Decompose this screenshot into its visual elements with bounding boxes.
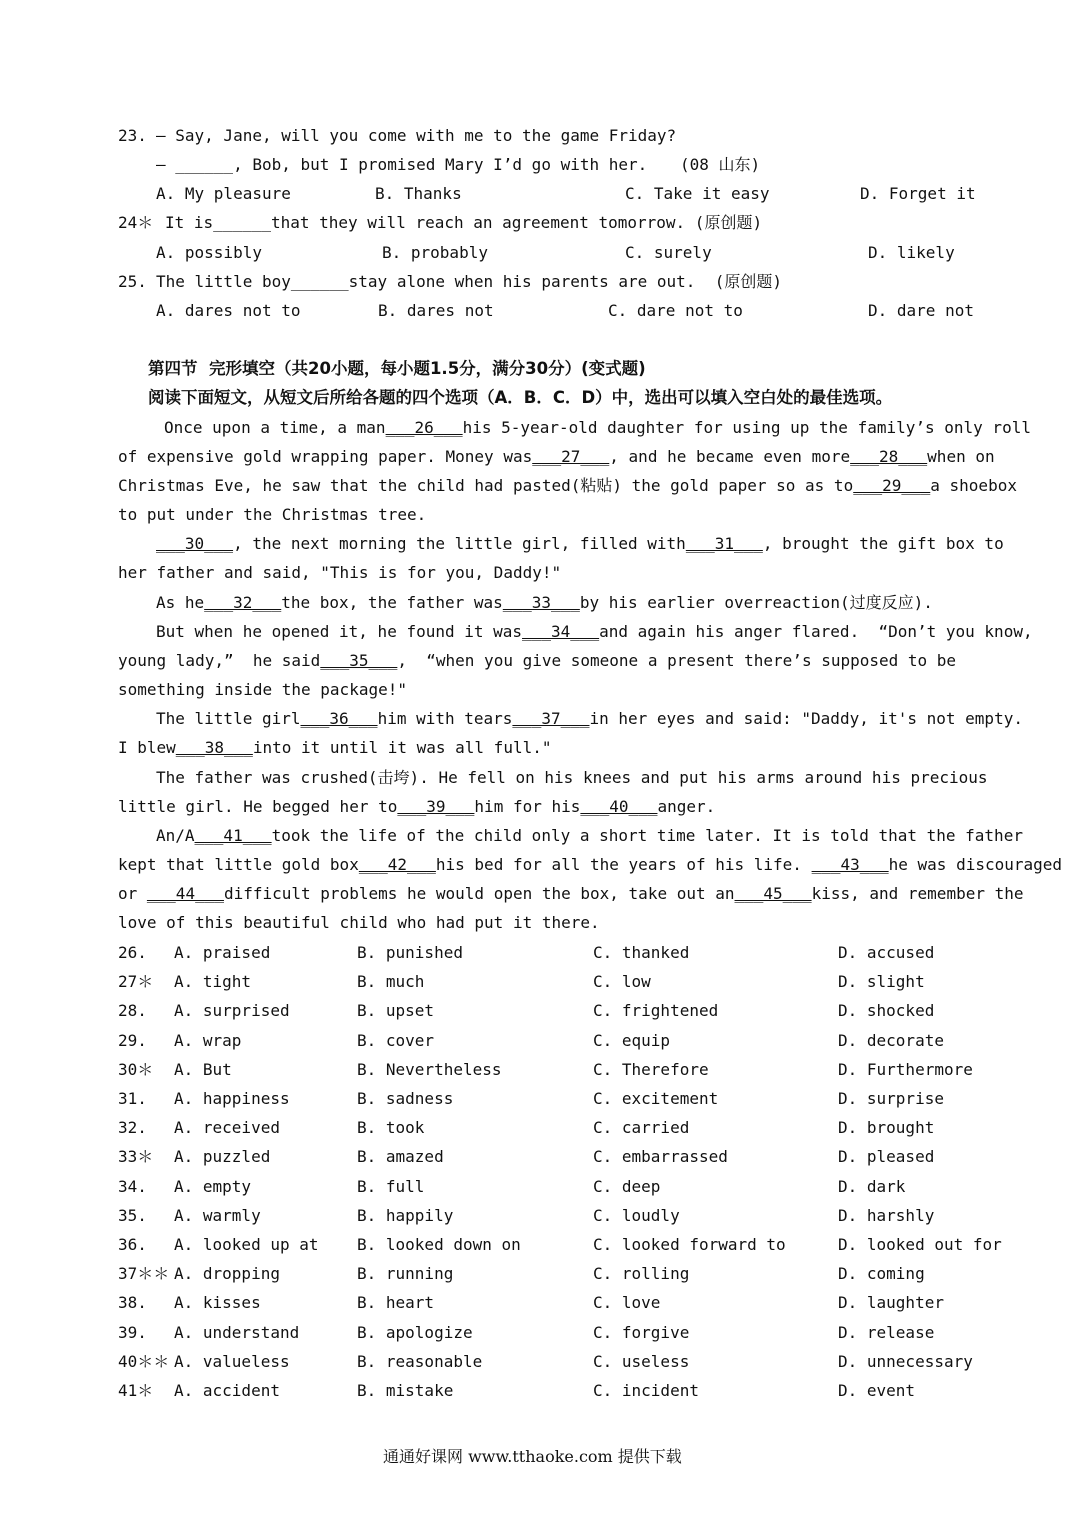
passage-text: , “when you give someone a present there’s supposed to be: [397, 651, 957, 670]
passage-text: took the life of the child only a short time later. It is told that the father: [271, 826, 1023, 845]
section-instruction-text: 阅读下面短文，从短文后所给各题的四个选项（A．B．C．D）中，选出可以填入空白处的最佳选项。: [148, 388, 893, 407]
option-d: D. coming: [838, 1264, 925, 1283]
option-c: C. frightened: [593, 1001, 719, 1020]
passage-text: young lady,” he said: [118, 651, 321, 670]
question-number: 36.: [118, 1235, 147, 1254]
option-row: [0, 1084, 1087, 1113]
option-c: C. useless: [593, 1352, 690, 1371]
question-number: 27＊: [118, 972, 154, 991]
option-row: [0, 967, 1087, 996]
blank-35: ___35___: [320, 651, 398, 670]
passage-text: the box, the father was: [281, 593, 503, 612]
passage-text: , and he became even more: [609, 447, 851, 466]
option-c: C. love: [593, 1293, 661, 1312]
option-b: B. happily: [357, 1206, 454, 1225]
option-row: [0, 1376, 1087, 1405]
blank-29: ___29___: [853, 476, 931, 495]
passage-text: into it until it was all full.": [252, 738, 552, 757]
option-d: D. brought: [838, 1118, 935, 1137]
option-row: [0, 1172, 1087, 1201]
option-b: B. amazed: [357, 1147, 444, 1166]
option-a: A. surprised: [174, 1001, 290, 1020]
question-number: 32.: [118, 1118, 147, 1137]
option-d: D. surprise: [838, 1089, 944, 1108]
option-b: B. sadness: [357, 1089, 454, 1108]
question-number: 34.: [118, 1177, 147, 1196]
option-c: C. low: [593, 972, 651, 991]
question-text: — Say, Jane, will you come with me to the game Friday?: [156, 126, 677, 145]
question-number: 30＊: [118, 1060, 154, 1079]
passage-line: [0, 763, 1087, 792]
passage-text: The father was crushed(击垮). He fell on his knees and put his arms around his precious: [156, 768, 988, 787]
passage-text: he was discouraged: [888, 855, 1063, 874]
option-c: C. embarrassed: [593, 1147, 728, 1166]
option-b: B. took: [357, 1118, 425, 1137]
option-row: [0, 1142, 1087, 1171]
option-b: B. punished: [357, 943, 463, 962]
option-d: D. dare not: [868, 301, 974, 320]
question-number: 38.: [118, 1293, 147, 1312]
passage-text: anger.: [657, 797, 716, 816]
passage-text: , the next morning the little girl, filled with: [233, 534, 686, 553]
question-number: 39.: [118, 1323, 147, 1342]
question-text: The little boy______stay alone when his parents are out. (原创题): [156, 272, 782, 291]
option-c: C. Therefore: [593, 1060, 709, 1079]
option-a: A. warmly: [174, 1206, 261, 1225]
section-title-text: 第四节 完形填空（共20小题，每小题1.5分，满分30分）(变式题): [148, 359, 646, 378]
option-a: A. possibly: [156, 243, 262, 262]
passage-text: his 5-year-old daughter for using up the family’s only roll: [462, 418, 1031, 437]
passage-line: [0, 471, 1087, 500]
option-a: A. received: [174, 1118, 280, 1137]
passage-line: [0, 413, 1087, 442]
option-b: B. much: [357, 972, 425, 991]
passage-line: [0, 588, 1087, 617]
option-d: D. shocked: [838, 1001, 935, 1020]
blank-39: ___39___: [397, 797, 475, 816]
passage-text: a shoebox: [930, 476, 1017, 495]
blank-33: ___33___: [502, 593, 580, 612]
passage-line: [0, 792, 1087, 821]
question-23-options: [0, 179, 1087, 208]
passage-line: [0, 646, 1087, 675]
question-number: 33＊: [118, 1147, 154, 1166]
option-a: A. understand: [174, 1323, 300, 1342]
option-a: A. tight: [174, 972, 252, 991]
option-c: C. carried: [593, 1118, 690, 1137]
option-c: C. rolling: [593, 1264, 690, 1283]
passage-line: [0, 704, 1087, 733]
option-c: C. forgive: [593, 1323, 690, 1342]
passage-text: by his earlier overreaction(过度反应).: [579, 593, 933, 612]
option-row: [0, 1230, 1087, 1259]
option-row: [0, 1259, 1087, 1288]
option-c: C. dare not to: [608, 301, 743, 320]
option-b: B. heart: [357, 1293, 435, 1312]
option-b: B. looked down on: [357, 1235, 521, 1254]
passage-text: As he: [156, 593, 205, 612]
option-c: C. equip: [593, 1031, 671, 1050]
blank-43: ___43___: [811, 855, 889, 874]
option-d: D. decorate: [838, 1031, 944, 1050]
passage-text: or: [118, 884, 138, 903]
question-25-prompt: [0, 267, 1087, 296]
option-c: C. thanked: [593, 943, 690, 962]
option-b: B. mistake: [357, 1381, 454, 1400]
option-c: C. surely: [625, 243, 712, 262]
passage-line: [0, 500, 1087, 529]
passage-text: Once upon a time, a man: [164, 418, 386, 437]
question-24-options: [0, 238, 1087, 267]
option-c: C. loudly: [593, 1206, 680, 1225]
option-a: A. looked up at: [174, 1235, 319, 1254]
section-instruction: [0, 383, 1087, 412]
question-source: (08 山东): [680, 155, 761, 174]
passage-text: him for his: [474, 797, 581, 816]
section-title: [0, 354, 1087, 383]
passage-text: and again his anger flared. “Don’t you know,: [599, 622, 1033, 641]
blank-38: ___38___: [175, 738, 253, 757]
option-b: B. reasonable: [357, 1352, 483, 1371]
option-b: B. probably: [382, 243, 488, 262]
option-d: D. dark: [838, 1177, 906, 1196]
option-d: D. laughter: [838, 1293, 944, 1312]
question-number: 37＊＊: [118, 1264, 170, 1283]
passage-text: him with tears: [377, 709, 513, 728]
option-d: D. unnecessary: [838, 1352, 973, 1371]
option-a: A. puzzled: [174, 1147, 271, 1166]
passage-text: The little girl: [156, 709, 301, 728]
passage-line: [0, 850, 1087, 879]
passage-line: [0, 821, 1087, 850]
question-number: 31.: [118, 1089, 147, 1108]
passage-text: in her eyes and said: "Daddy, it's not empty.: [589, 709, 1023, 728]
blank-27: ___27___: [532, 447, 610, 466]
passage-text: I blew: [118, 738, 176, 757]
blank-28: ___28___: [850, 447, 928, 466]
question-number: 24＊: [118, 213, 154, 232]
question-24-prompt: [0, 208, 1087, 237]
option-b: B. full: [357, 1177, 425, 1196]
option-b: B. Thanks: [375, 184, 462, 203]
option-d: D. release: [838, 1323, 935, 1342]
option-d: D. looked out for: [838, 1235, 1002, 1254]
option-a: A. accident: [174, 1381, 280, 1400]
question-number: 25.: [118, 272, 147, 291]
option-b: B. upset: [357, 1001, 435, 1020]
option-d: D. Forget it: [860, 184, 976, 203]
passage-text: something inside the package!": [118, 680, 407, 699]
option-row: [0, 1113, 1087, 1142]
passage-text: An/A: [156, 826, 195, 845]
option-a: A. dares not to: [156, 301, 301, 320]
passage-line: [0, 675, 1087, 704]
question-number: 28.: [118, 1001, 147, 1020]
option-a: A. empty: [174, 1177, 252, 1196]
passage-text: kiss, and remember the: [811, 884, 1024, 903]
question-number: 40＊＊: [118, 1352, 170, 1371]
option-row: [0, 1318, 1087, 1347]
passage-text: love of this beautiful child who had put it there.: [118, 913, 600, 932]
blank-42: ___42___: [358, 855, 436, 874]
option-row: [0, 1055, 1087, 1084]
blank-31: ___31___: [685, 534, 763, 553]
blank-40: ___40___: [580, 797, 658, 816]
option-b: B. running: [357, 1264, 454, 1283]
passage-text: his bed for all the years of his life.: [435, 855, 802, 874]
option-c: C. excitement: [593, 1089, 719, 1108]
question-23-reply: [0, 150, 1087, 179]
option-b: B. apologize: [357, 1323, 473, 1342]
option-d: D. accused: [838, 943, 935, 962]
passage-text: But when he opened it, he found it was: [156, 622, 523, 641]
passage-text: to put under the Christmas tree.: [118, 505, 427, 524]
blank-37: ___37___: [512, 709, 590, 728]
option-row: [0, 1201, 1087, 1230]
blank-45: ___45___: [734, 884, 812, 903]
option-d: D. Furthermore: [838, 1060, 973, 1079]
passage-line: [0, 879, 1087, 908]
question-number: 29.: [118, 1031, 147, 1050]
option-d: D. likely: [868, 243, 955, 262]
blank-34: ___34___: [522, 622, 600, 641]
page-footer: [0, 1442, 1087, 1471]
passage-line: [0, 442, 1087, 471]
option-c: C. incident: [593, 1381, 699, 1400]
option-c: C. deep: [593, 1177, 661, 1196]
passage-line: [0, 617, 1087, 646]
option-row: [0, 996, 1087, 1025]
footer-text: 通通好课网 www.tthaoke.com 提供下载: [383, 1447, 682, 1466]
passage-text: difficult problems he would open the box, take out an: [223, 884, 735, 903]
option-d: D. event: [838, 1381, 916, 1400]
passage-text: kept that little gold box: [118, 855, 359, 874]
option-c: C. Take it easy: [625, 184, 770, 203]
blank-36: ___36___: [300, 709, 378, 728]
passage-line: [0, 733, 1087, 762]
blank-44: ___44___: [146, 884, 224, 903]
question-text: It is______that they will reach an agreement tomorrow. (原创题): [165, 213, 763, 232]
passage-text: , brought the gift box to: [762, 534, 1004, 553]
option-a: A. happiness: [174, 1089, 290, 1108]
option-d: D. pleased: [838, 1147, 935, 1166]
question-text: — ______, Bob, but I promised Mary I’d go with her.: [156, 155, 648, 174]
option-a: A. valueless: [174, 1352, 290, 1371]
question-23-prompt: [0, 121, 1087, 150]
passage-text: of expensive gold wrapping paper. Money was: [118, 447, 533, 466]
question-25-options: [0, 296, 1087, 325]
question-number: 26.: [118, 943, 147, 962]
option-c: C. looked forward to: [593, 1235, 786, 1254]
blank-32: ___32___: [204, 593, 282, 612]
blank-30: ___30___: [156, 534, 234, 553]
option-b: B. dares not: [378, 301, 494, 320]
option-a: A. kisses: [174, 1293, 261, 1312]
option-d: D. harshly: [838, 1206, 935, 1225]
question-number: 23.: [118, 126, 147, 145]
option-a: A. praised: [174, 943, 271, 962]
passage-text: when on: [927, 447, 995, 466]
option-a: A. dropping: [174, 1264, 280, 1283]
passage-line: [0, 529, 1087, 558]
option-b: B. Nevertheless: [357, 1060, 502, 1079]
passage-text: her father and said, "This is for you, Daddy!": [118, 563, 562, 582]
option-b: B. cover: [357, 1031, 435, 1050]
option-d: D. slight: [838, 972, 925, 991]
question-number: 35.: [118, 1206, 147, 1225]
blank-26: ___26___: [385, 418, 463, 437]
option-a: A. My pleasure: [156, 184, 291, 203]
passage-line: [0, 908, 1087, 937]
blank-41: ___41___: [194, 826, 272, 845]
passage-text: little girl. He begged her to: [118, 797, 398, 816]
question-number: 41＊: [118, 1381, 154, 1400]
option-a: A. But: [174, 1060, 232, 1079]
option-row: [0, 1026, 1087, 1055]
option-a: A. wrap: [174, 1031, 242, 1050]
passage-text: Christmas Eve, he saw that the child had pasted(粘贴) the gold paper so as to: [118, 476, 854, 495]
option-row: [0, 938, 1087, 967]
option-row: [0, 1347, 1087, 1376]
option-row: [0, 1288, 1087, 1317]
passage-line: [0, 558, 1087, 587]
